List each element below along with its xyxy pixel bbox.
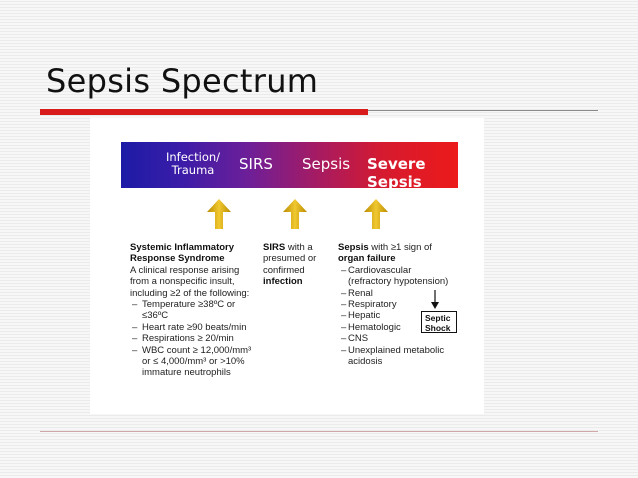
down-arrow-icon (430, 290, 440, 310)
list-item: – Respirations ≥ 20/min (130, 333, 255, 344)
slide-title: Sepsis Spectrum (46, 62, 319, 100)
severe-term: Sepsis (338, 242, 369, 253)
list-item: – Hematologic (338, 322, 456, 333)
sirs-intro: A clinical response arising from a nonspecific insult, including ≥2 of the following: (130, 264, 250, 299)
list-item: – Unexplained metabolic acidosis (338, 345, 456, 368)
up-arrow-icon (207, 199, 231, 229)
bottom-divider (40, 431, 598, 432)
stage-sirs: SIRS (239, 155, 273, 173)
sirs-definition (130, 242, 255, 379)
list-item: – CNS (338, 333, 456, 344)
stage-severe-sepsis: Severe Sepsis (367, 155, 426, 191)
list-item: – Hepatic (338, 310, 456, 321)
stage-sepsis: Sepsis (302, 155, 351, 173)
list-item: – Heart rate ≥90 beats/min (130, 322, 255, 333)
septic-shock-box: Septic Shock (421, 311, 457, 333)
severe-text: with ≥1 sign of (371, 242, 432, 253)
up-arrow-icon (283, 199, 307, 229)
sepsis-spectrum-figure (90, 118, 484, 414)
title-underline-red (40, 109, 368, 115)
severe-sepsis-definition (338, 242, 478, 367)
severe-emphasis: organ failure (338, 253, 396, 265)
spectrum-gradient-bar (121, 142, 458, 191)
sepsis-emphasis: infection (263, 276, 303, 288)
list-item: – Respiratory (338, 299, 456, 310)
sepsis-definition (263, 242, 331, 288)
sirs-criteria-list (130, 299, 255, 379)
sirs-heading: Systemic Inflammatory Response Syndrome (130, 242, 235, 265)
stage-infection-trauma: Infection/ Trauma (165, 150, 221, 177)
list-item: – Temperature ≥38ºC or ≤36ºC (130, 299, 255, 322)
sepsis-text: with a presumed or confirmed (263, 242, 317, 276)
list-item: – WBC count ≥ 12,000/mm³ or ≤ 4,000/mm³ or >10% immature neutrophils (130, 345, 255, 379)
list-item: – Cardiovascular (refractory hypotension) (338, 265, 456, 288)
title-underline-gray (368, 110, 598, 111)
up-arrow-icon (364, 199, 388, 229)
list-item: – Renal (338, 288, 456, 299)
sepsis-term: SIRS (263, 242, 286, 253)
